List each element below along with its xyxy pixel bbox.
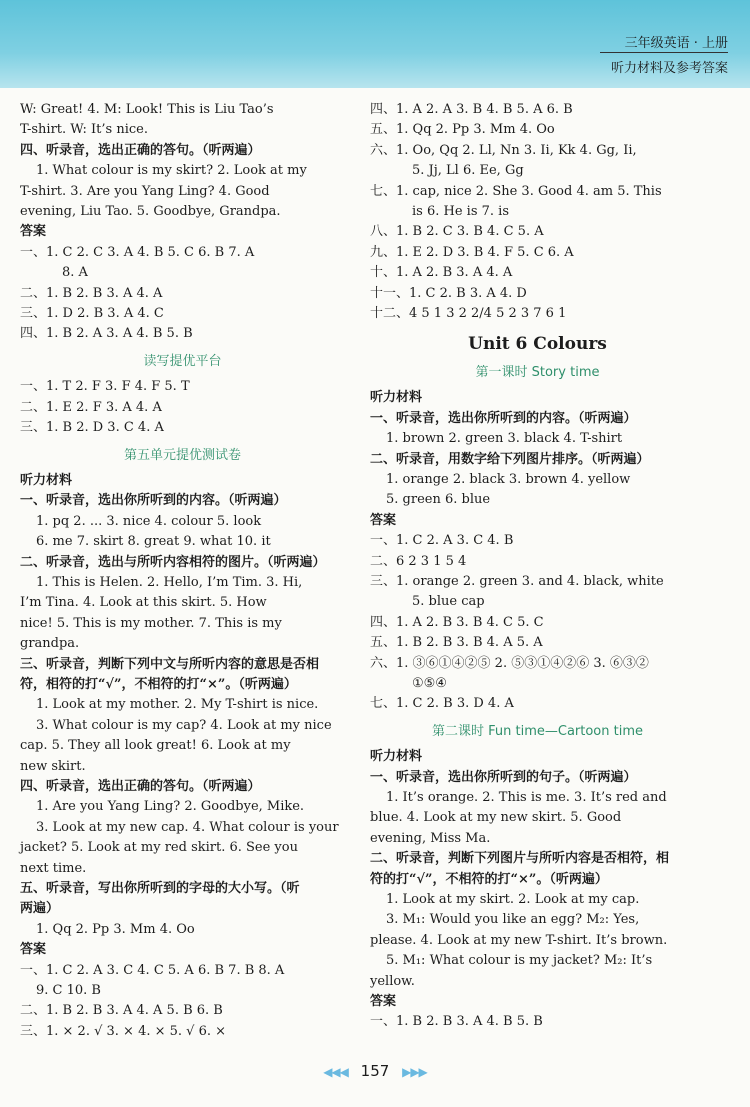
text-line: 四、1. A 2. B 3. B 4. C 5. C xyxy=(370,614,544,630)
text-line: evening, Miss Ma. xyxy=(370,830,491,846)
text-line: blue. 4. Look at my new skirt. 5. Good xyxy=(370,810,622,826)
question-heading: 四、听录音，选出正确的答句。（听两遍） xyxy=(20,142,261,158)
text-line: 5. M₁: What colour is my jacket? M₂: It’s xyxy=(386,953,653,969)
question-heading: 两遍） xyxy=(20,901,60,917)
section-heading: 第五单元提优测试卷 xyxy=(123,447,241,463)
question-heading: 答案 xyxy=(20,942,47,958)
text-line: 3. M₁: Would you like an egg? M₂: Yes, xyxy=(386,912,640,928)
text-line: 1. This is Helen. 2. Hello, I’m Tim. 3. Hi, xyxy=(36,574,303,590)
text-line: 5. blue cap xyxy=(412,594,485,610)
text-line: 6. me 7. skirt 8. great 9. what 10. it xyxy=(36,534,271,550)
question-heading: 听力材料 xyxy=(370,749,423,765)
question-heading: 二、听录音，用数字给下列图片排序。（听两遍） xyxy=(370,451,650,467)
question-heading: 答案 xyxy=(370,512,397,528)
text-line: 9. C 10. B xyxy=(36,983,101,999)
text-line: T-shirt. W: It’s nice. xyxy=(20,122,148,138)
section-heading: 读写提优平台 xyxy=(143,353,222,369)
text-line: 三、1. × 2. √ 3. × 4. × 5. √ 6. × xyxy=(20,1023,227,1039)
text-line: 四、1. B 2. A 3. A 4. B 5. B xyxy=(20,326,193,342)
text-line: 八、1. B 2. C 3. B 4. C 5. A xyxy=(370,224,544,240)
left-column xyxy=(20,100,345,1042)
text-line: 九、1. E 2. D 3. B 4. F 5. C 6. A xyxy=(370,244,574,260)
text-line: 六、1. Oo, Qq 2. Ll, Nn 3. Ii, Kk 4. Gg, Ii, xyxy=(370,142,637,158)
section-title: 听力材料及参考答案 xyxy=(610,61,728,76)
header-divider xyxy=(600,52,728,53)
text-line: 六、1. ③⑥①④②⑤ 2. ⑤③①④②⑥ 3. ⑥③② xyxy=(370,655,649,671)
text-line: 1. Qq 2. Pp 3. Mm 4. Oo xyxy=(36,921,195,937)
text-line: T-shirt. 3. Are you Yang Ling? 4. Good xyxy=(20,183,270,199)
question-heading: 符的打“√”，不相符的打“×”。（听两遍） xyxy=(370,871,608,887)
text-line: 七、1. cap, nice 2. She 3. Good 4. am 5. This xyxy=(370,183,662,199)
text-line: 七、1. C 2. B 3. D 4. A xyxy=(370,696,514,712)
question-heading: 听力材料 xyxy=(20,472,73,488)
text-line: 四、1. A 2. A 3. B 4. B 5. A 6. B xyxy=(370,102,573,117)
text-line: 十一、1. C 2. B 3. A 4. D xyxy=(370,285,527,301)
text-line: 二、1. B 2. B 3. A 4. A 5. B 6. B xyxy=(20,1003,223,1019)
text-line: evening, Liu Tao. 5. Goodbye, Grandpa. xyxy=(20,204,281,220)
text-line: cap. 5. They all look great! 6. Look at my xyxy=(20,738,291,754)
question-heading: 三、听录音，判断下列中文与所听内容的意思是否相 xyxy=(20,656,320,672)
text-line: 1. Look at my mother. 2. My T-shirt is nice. xyxy=(36,697,319,713)
text-line: 二、1. E 2. F 3. A 4. A xyxy=(20,399,162,415)
text-line: 一、1. T 2. F 3. F 4. F 5. T xyxy=(20,379,190,395)
text-line: 1. Look at my skirt. 2. Look at my cap. xyxy=(386,892,640,908)
text-line: 1. pq 2. ... 3. nice 4. colour 5. look xyxy=(36,513,262,529)
text-line: nice! 5. This is my mother. 7. This is my xyxy=(20,615,282,631)
question-heading: 一、听录音，选出你所听到的内容。（听两遍） xyxy=(370,410,637,426)
question-heading: 答案 xyxy=(370,994,397,1010)
text-line: ①⑤④ xyxy=(412,675,447,691)
text-line: 5. green 6. blue xyxy=(386,492,491,508)
text-line: grandpa. xyxy=(20,636,80,652)
text-line: 二、6 2 3 1 5 4 xyxy=(370,553,467,569)
question-heading: 答案 xyxy=(20,224,47,240)
text-line: jacket? 5. Look at my red skirt. 6. See you xyxy=(20,840,298,856)
question-heading: 符，相符的打“√”，不相符的打“×”。（听两遍） xyxy=(20,676,297,692)
text-line: 5. Jj, Ll 6. Ee, Gg xyxy=(412,163,524,179)
text-line: yellow. xyxy=(370,973,415,989)
page-number: 157 xyxy=(360,1062,390,1080)
text-line: 十、1. A 2. B 3. A 4. A xyxy=(370,265,513,281)
question-heading: 四、听录音，选出正确的答句。（听两遍） xyxy=(20,779,261,794)
text-line: 1. Are you Yang Ling? 2. Goodbye, Mike. xyxy=(36,799,305,815)
prev-arrows-icon: ◀◀◀ xyxy=(323,1065,348,1079)
right-column xyxy=(370,100,705,1033)
text-line: 三、1. orange 2. green 3. and 4. black, white xyxy=(370,573,664,589)
text-line: 8. A xyxy=(62,265,88,281)
text-line: 一、1. C 2. A 3. C 4. B xyxy=(370,533,514,549)
text-line: 1. orange 2. black 3. brown 4. yellow xyxy=(386,471,631,487)
text-line: is 6. He is 7. is xyxy=(412,204,509,220)
section-heading: 第二课时 Fun time—Cartoon time xyxy=(431,723,643,739)
book-title: 三年级英语 · 上册 xyxy=(624,36,728,51)
page-header-band xyxy=(0,0,750,88)
question-heading: 五、听录音，写出你所听到的字母的大小写。（听 xyxy=(20,881,300,897)
question-heading: 一、听录音，选出你所听到的句子。（听两遍） xyxy=(370,769,637,785)
text-line: 一、1. C 2. C 3. A 4. B 5. C 6. B 7. A xyxy=(20,244,255,260)
text-line: 1. What colour is my skirt? 2. Look at my xyxy=(36,163,307,179)
section-heading: 第一课时 Story time xyxy=(475,364,600,380)
text-line: 五、1. Qq 2. Pp 3. Mm 4. Oo xyxy=(370,122,555,138)
unit-title: Unit 6 Colours xyxy=(468,334,607,355)
question-heading: 听力材料 xyxy=(370,390,423,406)
text-line: new skirt. xyxy=(20,758,86,774)
text-line: 1. It’s orange. 2. This is me. 3. It’s red and xyxy=(386,790,667,805)
question-heading: 二、听录音，选出与所听内容相符的图片。（听两遍） xyxy=(20,554,326,570)
text-line: 一、1. C 2. A 3. C 4. C 5. A 6. B 7. B 8. A xyxy=(20,962,285,978)
text-line: 十二、4 5 1 3 2 2/4 5 2 3 7 6 1 xyxy=(370,306,567,322)
text-line: please. 4. Look at my new T-shirt. It’s brown. xyxy=(370,932,668,948)
page-footer xyxy=(0,1062,750,1080)
text-line: 二、1. B 2. B 3. A 4. A xyxy=(20,285,163,301)
text-line: W: Great! 4. M: Look! This is Liu Tao’s xyxy=(20,102,274,117)
text-line: I’m Tina. 4. Look at this skirt. 5. How xyxy=(20,595,267,611)
question-heading: 二、听录音，判断下列图片与所听内容是否相符，相 xyxy=(370,851,670,867)
text-line: 3. Look at my new cap. 4. What colour is your xyxy=(36,819,339,835)
text-line: 三、1. B 2. D 3. C 4. A xyxy=(20,420,164,436)
text-line: next time. xyxy=(20,860,87,876)
next-arrows-icon: ▶▶▶ xyxy=(402,1065,427,1079)
text-line: 五、1. B 2. B 3. B 4. A 5. A xyxy=(370,635,543,651)
text-line: 三、1. D 2. B 3. A 4. C xyxy=(20,306,164,322)
text-line: 一、1. B 2. B 3. A 4. B 5. B xyxy=(370,1014,543,1030)
text-line: 3. What colour is my cap? 4. Look at my nice xyxy=(36,717,332,733)
question-heading: 一、听录音，选出你所听到的内容。（听两遍） xyxy=(20,493,287,509)
text-line: 1. brown 2. green 3. black 4. T-shirt xyxy=(386,431,623,447)
